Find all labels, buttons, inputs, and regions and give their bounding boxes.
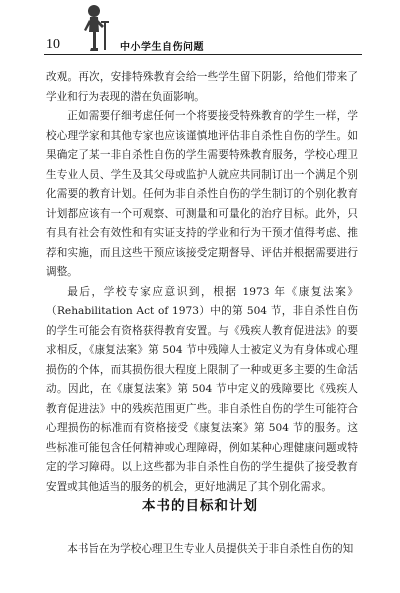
paragraph-2: 正如需要仔细考虑任何一个将要接受特殊教育的学生一样，学校心理学家和其他专家也应该谨慎地评估非自杀性自伤的学生。如果确定了某一非自杀性自伤的学生需要特殊教育服务，学校心理卫生专业人员、学生及其父母或监护人就应共同制订出一个满足个别化需要的教育计划。任何为非自杀性自伤的学生制订的个别化教育计划都应该有一个可观察、可测量和可量化的治疗目标。此外，只有具有社会有效性和有实证支持的学业和行为干预才值得考虑、推荐和实施，而且这些干预应该接受定期督导、评估并根据需要进行调整。 xyxy=(46,110,358,278)
figure-on-crutch-icon xyxy=(80,4,114,54)
page-number: 10 xyxy=(46,37,60,52)
section-heading: 本书的目标和计划 xyxy=(142,498,258,514)
paragraph-3: 最后，学校专家应意识到，根据 1973 年《康复法案》（Rehabilitation Act of 1973）中的第 504 节，非自杀性自伤的学生可能会有资格获得教育安置。与《残疾人教育促进法》的要求相反，《康复法案》第 504 节中残障人士被定义为有身体或心理损伤的个体，而其损伤很大程度上限制了一种或更多主要的生命活动。因此，在《康复法案》第 504 节中定义的残障要比《残疾人教育促进法》中的残疾范围更广些。非自杀性自伤的学生可能符合心理损伤的标准而有资格接受《康复法案》第 504 节的服务。这些标准可能包含任何精神或心理障碍，例如某种心理健康问题或特定的学习障碍。以上这些都为非自杀性自伤的学生提供了接受教育安置或其他适当的服务的机会，更好地满足了其个别化需求。 xyxy=(46,285,358,493)
page-header xyxy=(0,0,400,56)
running-head: 中小学生自伤问题 xyxy=(120,42,204,53)
final-paragraph: 本书旨在为学校心理卫生专业人员提供关于非自杀性自伤的知 xyxy=(67,543,354,555)
header-rule xyxy=(44,54,362,55)
body-text xyxy=(46,68,358,497)
paragraph-1: 改观。再次，安排特殊教育会给一些学生留下阴影，给他们带来了学业和行为表现的潜在负面影响。 xyxy=(46,71,358,103)
